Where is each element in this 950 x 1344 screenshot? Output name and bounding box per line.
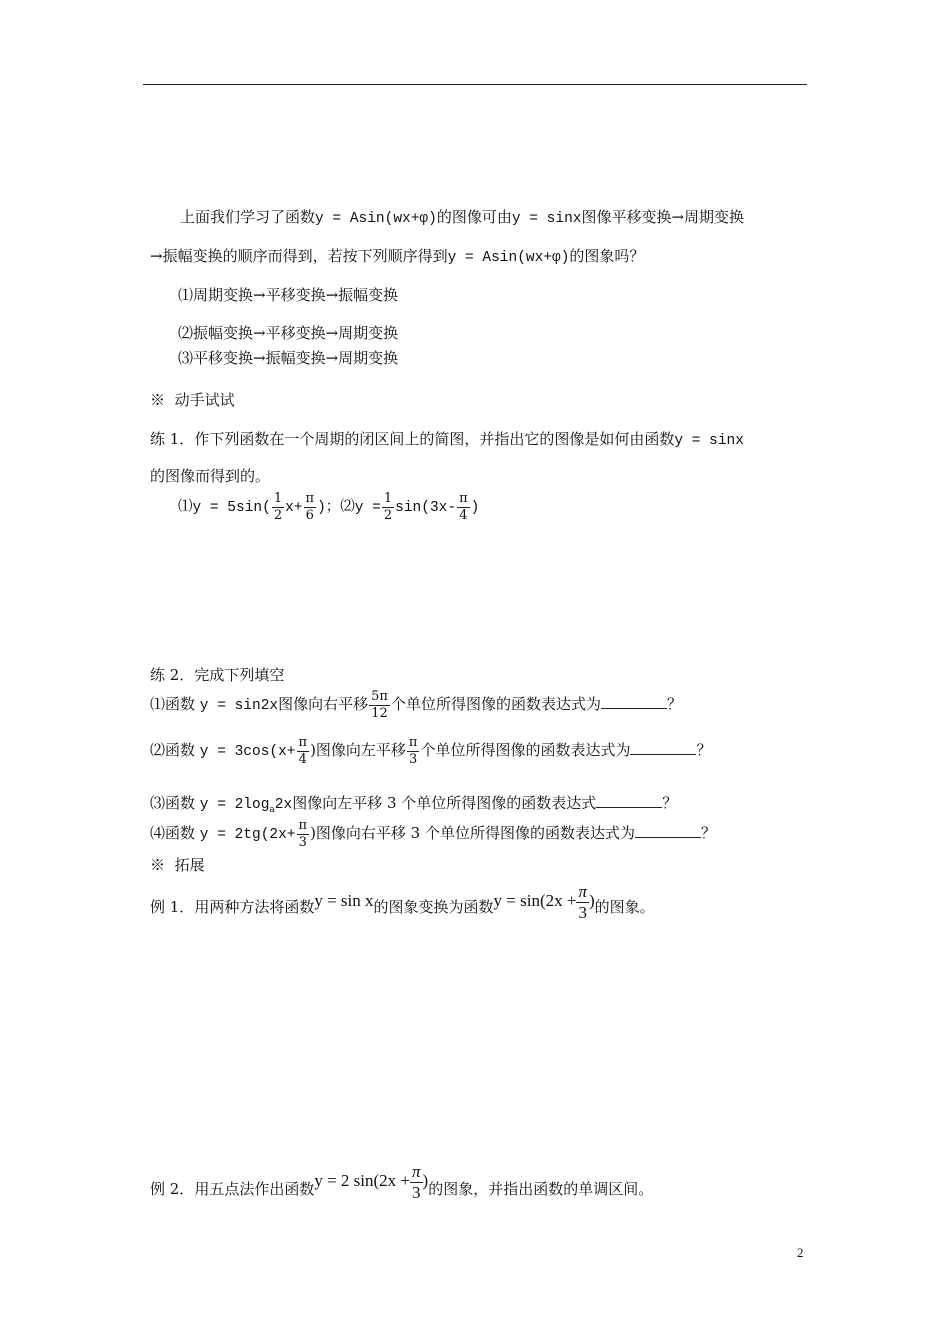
exercise-text: 完成下列填空 xyxy=(194,666,285,684)
example-text: 的图象，并指出函数的单调区间。 xyxy=(428,1180,654,1198)
question-text: ？ xyxy=(662,794,678,812)
denominator: 2 xyxy=(273,507,283,523)
denominator: 2 xyxy=(383,507,393,523)
question-text: 图像向左平移 3 个单位所得图像的函数表达式 xyxy=(292,794,597,812)
numerator: 1 xyxy=(273,490,283,506)
exercise-1-line-1 xyxy=(150,429,744,451)
numerator: π xyxy=(298,817,308,833)
reference-mark-icon: ※ xyxy=(150,856,166,874)
intro-text: 的图象吗？ xyxy=(569,247,645,265)
formula: ) xyxy=(470,500,480,516)
section-heading xyxy=(150,855,205,875)
header-rule xyxy=(143,84,807,85)
page-number: 2 xyxy=(797,1245,804,1260)
denominator: 4 xyxy=(459,507,468,523)
intro-line-2 xyxy=(150,246,644,268)
example-text: 用五点法作出函数 xyxy=(194,1180,315,1198)
exercise-2-heading xyxy=(150,665,284,685)
example-1 xyxy=(150,876,655,932)
fraction xyxy=(382,491,394,524)
fraction xyxy=(576,882,589,923)
intro-item: ⑵振幅变换→平移变换→周期变换 xyxy=(178,324,399,342)
intro-text: →振幅变换的顺序而得到，若按下列顺序得到 xyxy=(150,247,448,265)
formula: 2x xyxy=(274,797,293,813)
question-text: ⑷函数 xyxy=(150,824,196,842)
fraction xyxy=(369,689,390,722)
question-text: 个单位所得图像的函数表达式为 xyxy=(390,695,601,713)
intro-line-1 xyxy=(180,207,744,229)
answer-blank[interactable] xyxy=(601,694,667,709)
exercise-1-line-2: 的图像而得到的。 xyxy=(150,467,271,485)
exercise-2-q4 xyxy=(150,815,716,853)
fraction xyxy=(410,1162,423,1203)
formula: sin(3x- xyxy=(395,500,457,516)
question-text: ⑶函数 xyxy=(150,794,196,812)
numerator: π xyxy=(298,734,308,750)
intro-item: ⑴周期变换→平移变换→振幅变换 xyxy=(178,286,399,304)
intro-text: 图像平移变换→周期变换 xyxy=(581,208,745,226)
question-text: ？ xyxy=(666,695,682,713)
exercise-2-q2 xyxy=(150,732,712,770)
math-expression xyxy=(493,881,595,922)
math-text: ) xyxy=(422,1171,429,1190)
math-text: y = sin(2x + xyxy=(493,891,577,910)
question-text: ⑴函数 xyxy=(150,695,196,713)
formula: ⑴y = 5sin( xyxy=(178,500,271,516)
exercise-1-formulas xyxy=(178,488,479,526)
fraction xyxy=(457,491,470,524)
fraction xyxy=(407,735,420,768)
numerator: π xyxy=(459,490,468,506)
question-text: )图像向右平移 3 个单位所得图像的函数表达式为 xyxy=(310,824,635,842)
fraction xyxy=(272,491,284,524)
denominator: 3 xyxy=(412,1182,421,1202)
formula: y = 2log xyxy=(199,797,270,813)
example-label: 例 1． xyxy=(150,898,195,916)
question-text: ⑵函数 xyxy=(150,741,196,759)
math-expression xyxy=(314,1161,429,1202)
intro-item: ⑶平移变换→振幅变换→周期变换 xyxy=(178,349,399,367)
example-text: 的图象变换为函数 xyxy=(373,898,494,916)
formula: y = Asin(wx+φ) xyxy=(315,211,437,227)
numerator: π xyxy=(412,1161,421,1181)
numerator: π xyxy=(305,490,315,506)
exercise-text: 作下列函数在一个周期的闭区间上的简图，并指出它的图像是如何由函数 xyxy=(194,430,675,448)
formula: y = 3cos(x+ xyxy=(199,744,296,760)
denominator: 6 xyxy=(305,507,314,523)
question-text: ？ xyxy=(701,824,717,842)
math-text: y = 2 sin(2x + xyxy=(314,1171,411,1190)
example-label: 例 2． xyxy=(150,1180,195,1198)
question-text: 个单位所得图像的函数表达式为 xyxy=(420,741,631,759)
numerator: 1 xyxy=(383,490,393,506)
section-title: 动手试试 xyxy=(174,391,235,409)
exercise-2-q1 xyxy=(150,686,682,724)
answer-blank[interactable] xyxy=(630,740,696,755)
answer-blank[interactable] xyxy=(635,823,701,838)
section-title: 拓展 xyxy=(174,856,205,874)
formula: x+ xyxy=(285,500,303,516)
math-text: ) xyxy=(589,891,595,910)
numerator: π xyxy=(578,881,587,901)
formula: )；⑵y = xyxy=(317,500,381,516)
fraction xyxy=(297,818,310,851)
question-text: 图像向右平移 xyxy=(278,695,369,713)
example-text: 用两种方法将函数 xyxy=(194,898,315,916)
question-text: )图像向左平移 xyxy=(310,741,406,759)
formula: y = sinx xyxy=(674,433,744,449)
section-heading xyxy=(150,390,235,410)
fraction xyxy=(304,491,317,524)
intro-text: 上面我们学习了函数 xyxy=(180,208,316,226)
denominator: 12 xyxy=(371,705,388,721)
denominator: 3 xyxy=(578,902,587,922)
fraction xyxy=(297,735,310,768)
formula: y = sin2x xyxy=(199,698,279,714)
exercise-label: 练 2． xyxy=(150,666,195,684)
math-expression: y = sin x xyxy=(314,891,374,910)
denominator: 3 xyxy=(298,834,307,850)
intro-text: 的图像可由 xyxy=(436,208,512,226)
example-2 xyxy=(150,1156,653,1214)
formula: y = sinx xyxy=(511,211,582,227)
numerator: π xyxy=(408,734,418,750)
formula: y = Asin(wx+φ) xyxy=(447,250,570,266)
numerator: 5π xyxy=(371,688,388,704)
question-text: ？ xyxy=(696,741,712,759)
subscript: a xyxy=(269,805,275,815)
denominator: 4 xyxy=(298,751,307,767)
answer-blank[interactable] xyxy=(596,793,662,808)
denominator: 3 xyxy=(409,751,418,767)
example-text: 的图象。 xyxy=(594,898,655,916)
formula: y = 2tg(2x+ xyxy=(199,827,296,843)
exercise-label: 练 1． xyxy=(150,430,195,448)
reference-mark-icon: ※ xyxy=(150,391,166,409)
